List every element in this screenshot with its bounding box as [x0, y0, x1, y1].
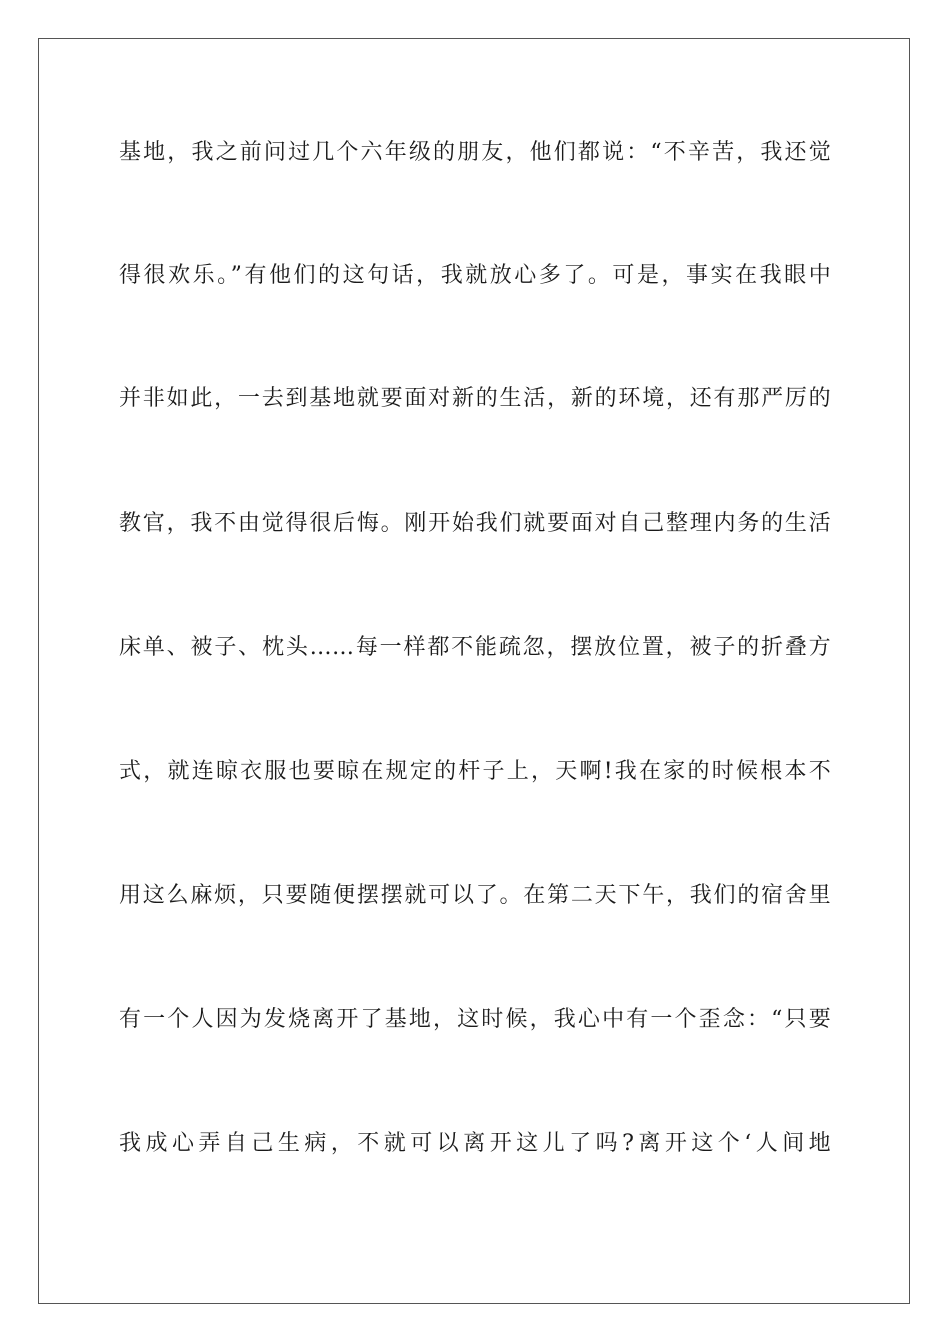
paragraph-line: 式，就连晾衣服也要晾在规定的杆子上，天啊!我在家的时候根本不 — [119, 759, 831, 784]
paragraph-line: 并非如此，一去到基地就要面对新的生活，新的环境，还有那严厉的 — [119, 386, 831, 411]
paragraph-line: 教官，我不由觉得很后悔。刚开始我们就要面对自己整理内务的生活 — [119, 511, 831, 536]
paragraph-line: 用这么麻烦，只要随便摆摆就可以了。在第二天下午，我们的宿舍里 — [119, 883, 831, 908]
paragraph-line: 基地，我之前问过几个六年级的朋友，他们都说：“不辛苦，我还觉 — [119, 140, 831, 165]
paragraph-line: 我成心弄自己生病，不就可以离开这儿了吗?离开这个‘人间地 — [119, 1131, 831, 1156]
document-page — [38, 38, 910, 1304]
paragraph-line: 有一个人因为发烧离开了基地，这时候，我心中有一个歪念：“只要 — [119, 1007, 831, 1032]
paragraph-line: 得很欢乐。”有他们的这句话，我就放心多了。可是，事实在我眼中 — [119, 263, 831, 288]
paragraph-line: 床单、被子、枕头……每一样都不能疏忽，摆放位置，被子的折叠方 — [119, 635, 831, 660]
